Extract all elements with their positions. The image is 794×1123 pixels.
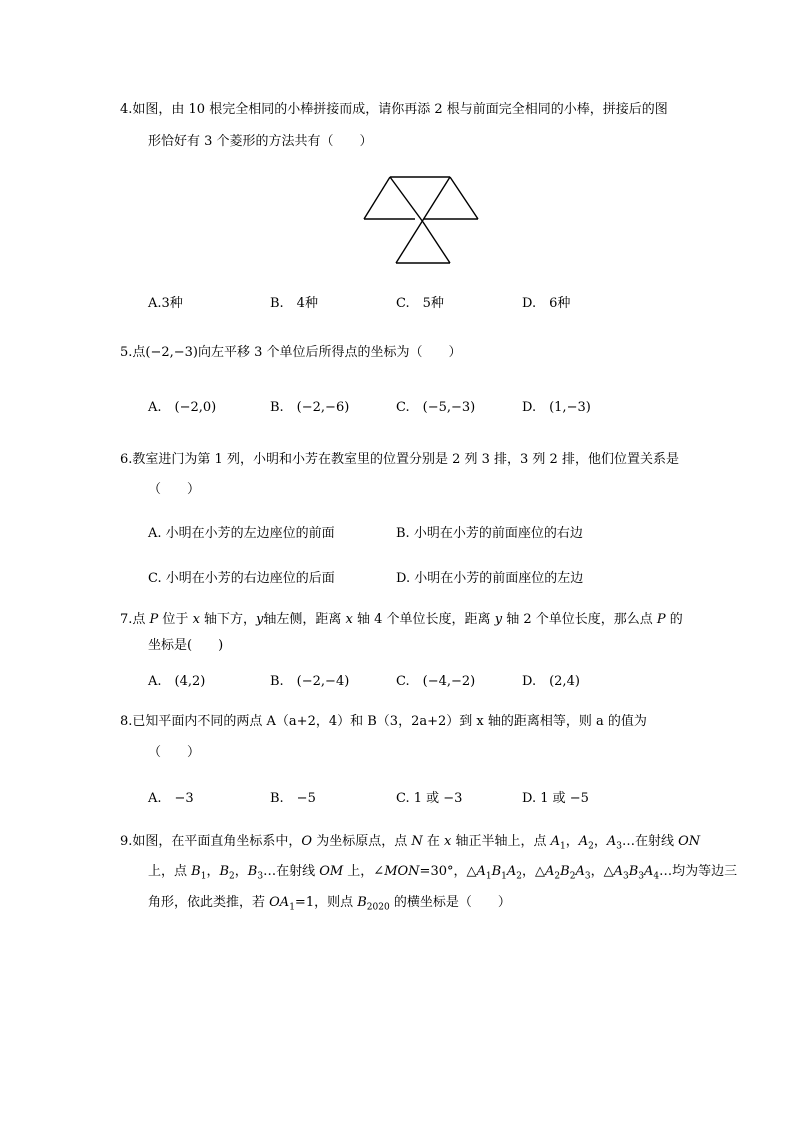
q7-line1: 7.点 P 位于 x 轴下方，y轴左侧，距离 x 轴 4 个单位长度，距离 y 轴 2 个单位长度，那么点 P 的 xyxy=(120,612,683,627)
q5-option-b: B. (−2,−6) xyxy=(270,400,350,415)
q6-line2: （ ） xyxy=(148,482,201,497)
q9-line1: 9.如图，在平面直角坐标系中，O 为坐标原点，点 N 在 x 轴正半轴上，点 $A_1$，$A_2$，$A_3\dots$在射线 ON xyxy=(120,834,701,852)
q7-line2: 坐标是( ) xyxy=(148,638,224,653)
stick xyxy=(423,222,450,263)
q9-line3: 角形，依此类推，若 $OA_1=1$，则点 $B_{2020}$ 的横坐标是（ ） xyxy=(148,895,511,913)
q4-line1: 4.如图，由 10 根完全相同的小棒拼接而成，请你再添 2 根与前面完全相同的小棒，拼接后的图 xyxy=(120,102,668,117)
stick xyxy=(450,177,478,219)
q6-option-b: B. 小明在小芳的前面座位的右边 xyxy=(396,526,583,541)
stick xyxy=(390,177,423,222)
q6-line1: 6.教室进门为第 1 列，小明和小芳在教室里的位置分别是 2 列 3 排，3 列 2 排，他们位置关系是 xyxy=(120,452,679,467)
q6-option-d: D. 小明在小芳的前面座位的左边 xyxy=(396,571,584,586)
q4-option-b: B. 4种 xyxy=(270,296,318,311)
q6-option-a: A. 小明在小芳的左边座位的前面 xyxy=(148,526,335,541)
q4-option-c: C. 5种 xyxy=(396,296,444,311)
q8-option-b: B. −5 xyxy=(270,791,316,806)
q7-option-d: D. (2,4) xyxy=(522,674,580,689)
q9-line2: 上，点 $B_1$，$B_2$，$B_3\dots$在射线 OM 上，∠MON=30°，$\triangle A_1B_1A_2$，$\triangle A_2B_2A_3$，$\triangle A_3B_3A_4\dots$均为等边三 xyxy=(148,864,738,882)
q5-line1: 5.点(−2,−3)向左平移 3 个单位后所得点的坐标为（ ） xyxy=(120,345,462,360)
q5-option-d: D. (1,−3) xyxy=(522,400,591,415)
q5-option-c: C. (−5,−3) xyxy=(396,400,476,415)
q7-option-c: C. (−4,−2) xyxy=(396,674,476,689)
q4-option-a: A.3种 xyxy=(148,296,183,311)
q4-line2: 形恰好有 3 个菱形的方法共有（ ） xyxy=(148,134,373,149)
q8-option-d: D. 1 或 −5 xyxy=(522,791,589,806)
q7-option-a: A. (4,2) xyxy=(148,674,206,689)
rhombus-sticks-figure xyxy=(360,172,484,268)
q4-option-d: D. 6种 xyxy=(522,296,571,311)
q5-option-a: A. (−2,0) xyxy=(148,400,217,415)
q8-line1: 8.已知平面内不同的两点 A（a+2，4）和 B（3，2a+2）到 x 轴的距离相等，则 a 的值为 xyxy=(120,714,647,729)
q7-option-b: B. (−2,−4) xyxy=(270,674,350,689)
q8-option-a: A. −3 xyxy=(148,791,194,806)
stick xyxy=(364,177,390,219)
q6-option-c: C. 小明在小芳的右边座位的后面 xyxy=(148,571,335,586)
q8-option-c: C. 1 或 −3 xyxy=(396,791,463,806)
q8-line2: （ ） xyxy=(148,745,201,760)
